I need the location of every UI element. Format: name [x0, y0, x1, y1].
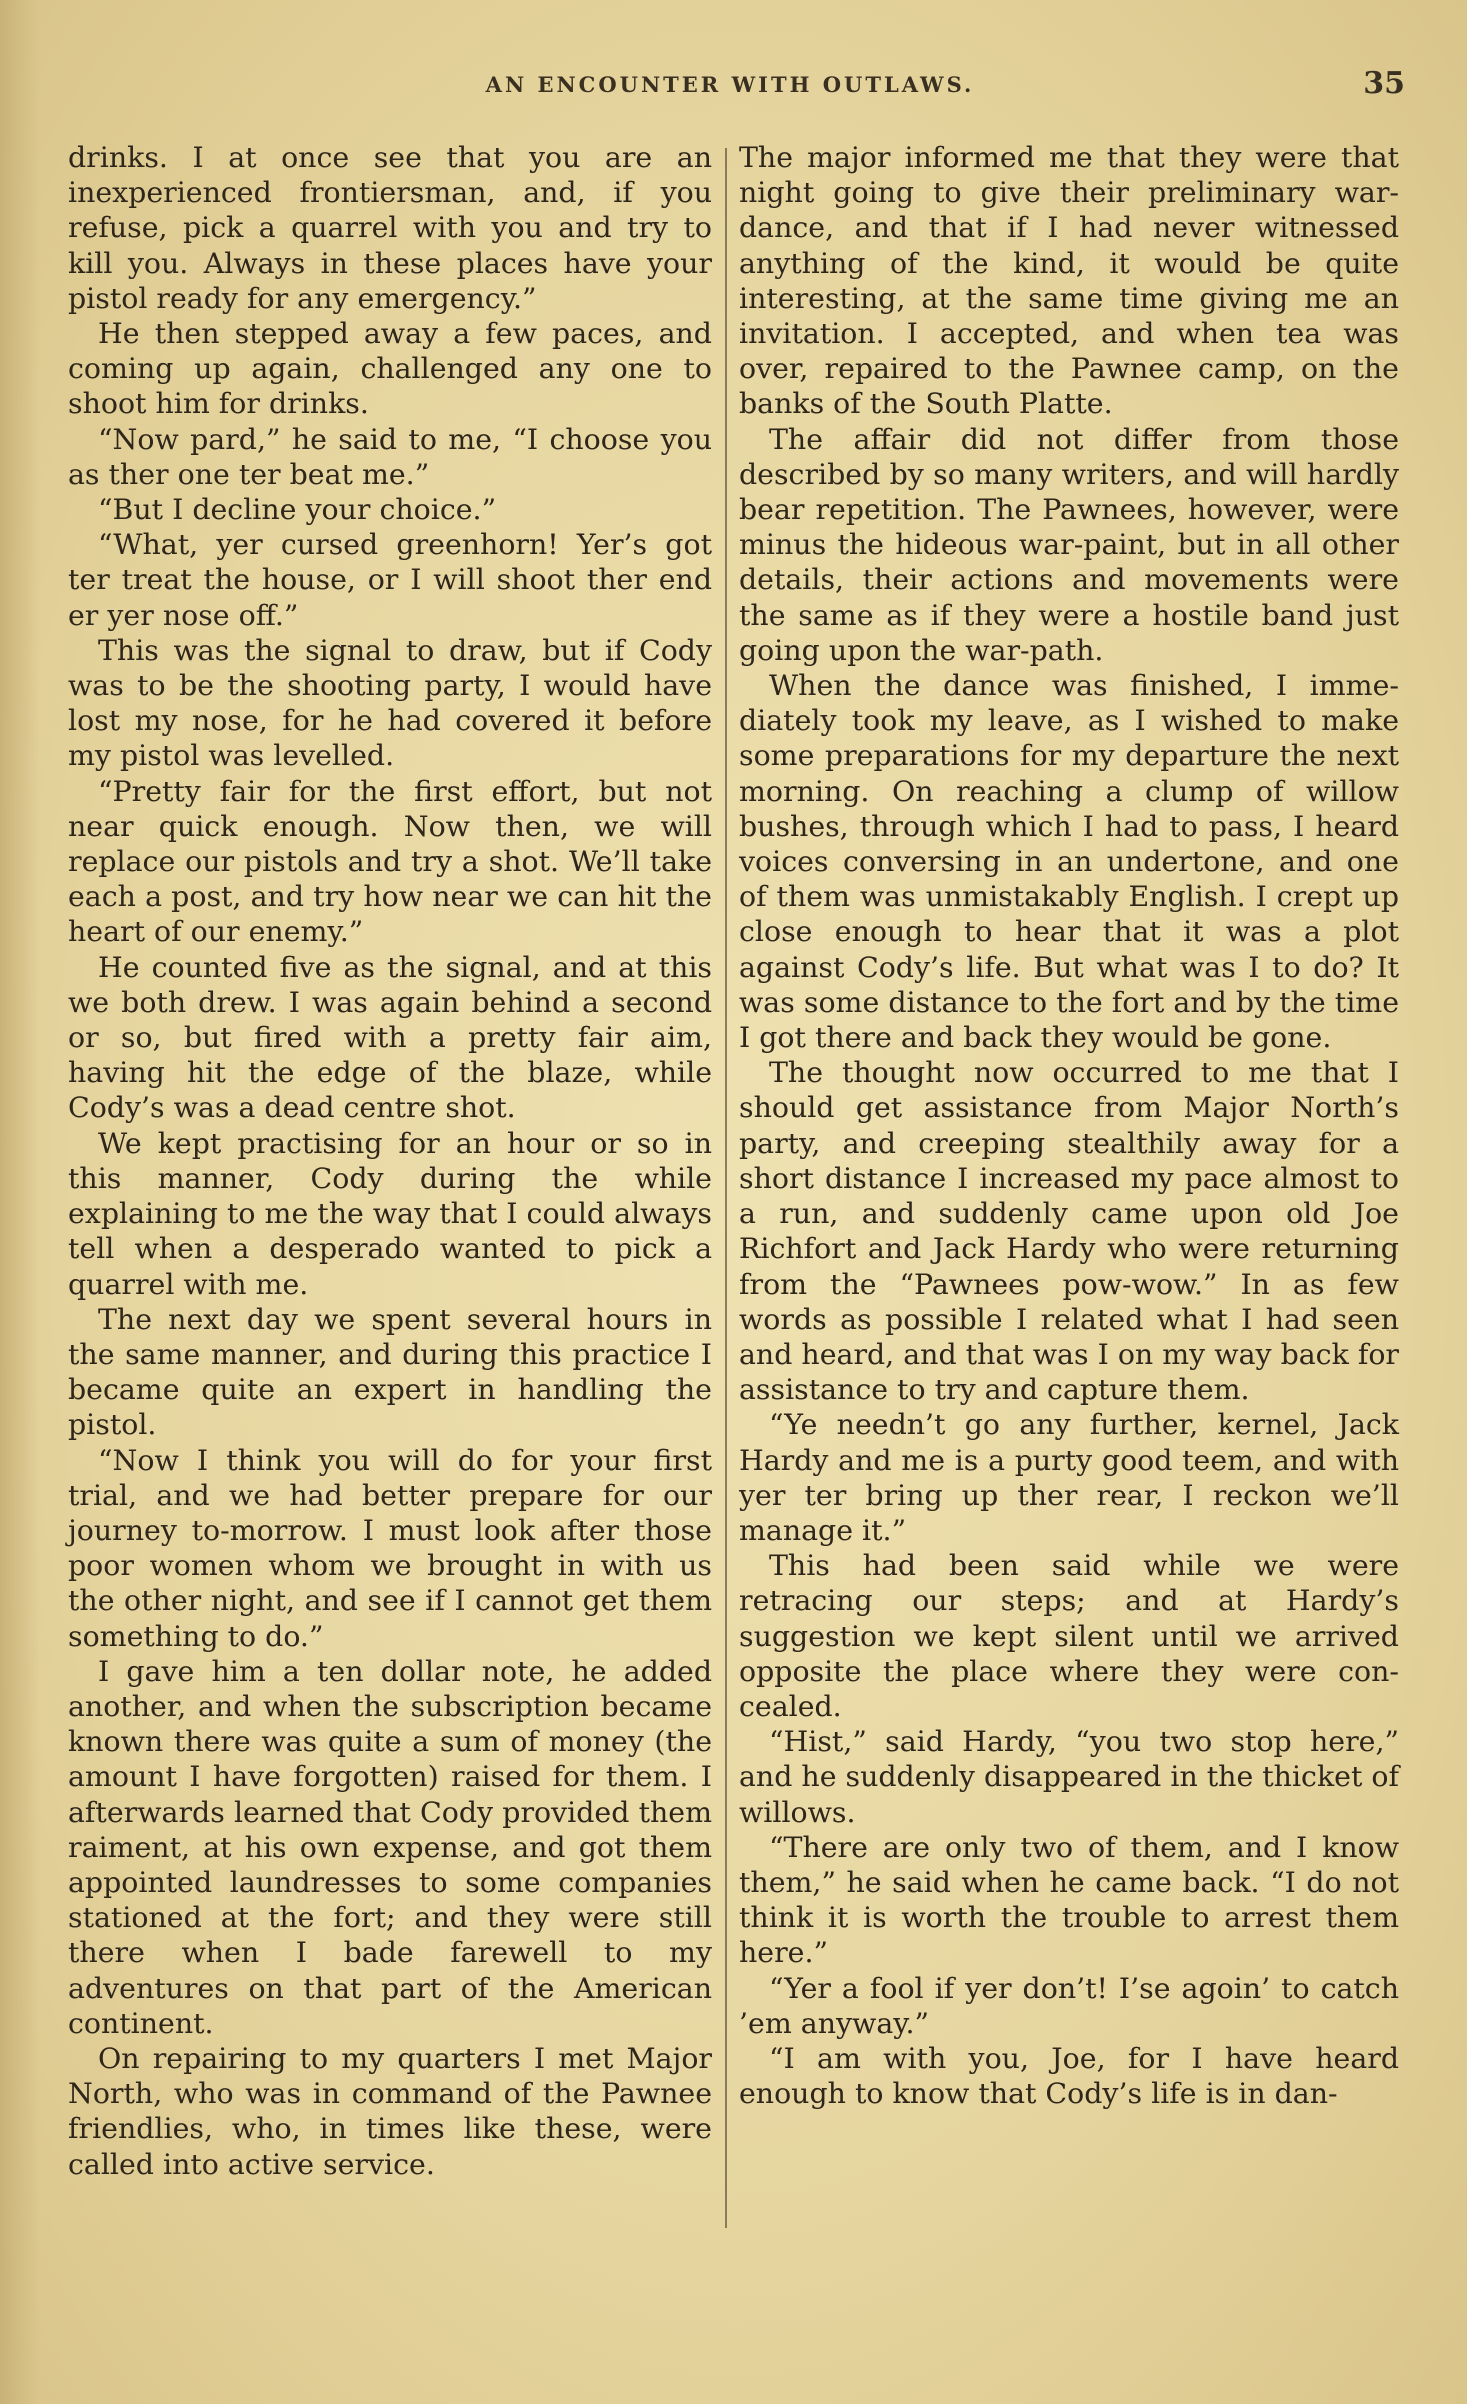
page-gutter-shadow — [0, 0, 40, 2404]
paragraph: He counted five as the signal, and at this we both drew. I was again behind a second or so, but fired with a pretty fair aim, having hit the edge of the blaze, while Cody’s was a dead centre shot. — [68, 950, 712, 1125]
paragraph: “Hist,” said Hardy, “you two stop here,” and he suddenly disappeared in the thicket of willows. — [739, 1725, 1399, 1829]
column-divider — [725, 148, 727, 2228]
paragraph: On repairing to my quarters I met Major North, who was in command of the Pawnee friendlies, who, in times like these, were called into active service. — [68, 2041, 712, 2181]
paragraph: The thought now occurred to me that I should get assistance from Major North’s party, and creeping stealthily away for a short distance I increased my pace almost to a run, and suddenly came upon old Joe Richfort and Jack Hardy who were returning from the “Pawnees pow-wow.” In as few words as possible I related what I had seen and heard, and that was I on my way back for assistance to try and capture them. — [739, 1056, 1399, 1407]
paragraph: “Now I think you will do for your first trial, and we had better prepare for our journey to-morrow. I must look after those poor women whom we brought in with us the other night, and see if I cannot get them something to do.” — [68, 1443, 712, 1653]
paragraph: “Yer a fool if yer don’t! I’se agoin’ to catch ’em anyway.” — [739, 1971, 1399, 2040]
left-column — [68, 140, 712, 2182]
paragraph: He then stepped away a few paces, and coming up again, challenged any one to shoot him for drinks. — [68, 317, 712, 421]
paragraph: The next day we spent several hours in the same manner, and during this practice I became quite an expert in handling the pistol. — [68, 1302, 712, 1442]
right-column — [739, 140, 1399, 2111]
paragraph: We kept practising for an hour or so in this manner, Cody during the while explaining to me the way that I could always tell when a desperado wanted to pick a quarrel with me. — [68, 1126, 712, 1301]
page-number: 35 — [1363, 66, 1405, 101]
paragraph: This had been said while we were retracing our steps; and at Hardy’s suggestion we kept silent until we arrived opposite the place where they were concealed. — [739, 1549, 1399, 1723]
paragraph: drinks. I at once see that you are an inexperienced frontiersman, and, if you refuse, pick a quarrel with you and try to kill you. Always in these places have your pistol ready for any emergency.” — [68, 141, 712, 315]
paragraph: “Now pard,” he said to me, “I choose you as ther one ter beat me.” — [68, 422, 712, 491]
paragraph: “But I decline your choice.” — [98, 493, 497, 527]
paragraph: I gave him a ten dollar note, he added another, and when the subscription became known there was quite a sum of money (the amount I have forgotten) raised for them. I afterwards learned that Cody provided them raiment, at his own expense, and got them appointed laundresses to some companies stationed at the fort; and they were still there when I bade farewell to my adventures on that part of the American continent. — [68, 1654, 712, 2040]
running-title: AN ENCOUNTER WITH OUTLAWS. — [485, 72, 975, 97]
paragraph: “There are only two of them, and I know them,” he said when he came back. “I do not think it is worth the trouble to arrest them here.” — [739, 1830, 1399, 1970]
paragraph: “Pretty fair for the first effort, but not near quick enough. Now then, we will replace our pistols and try a shot. We’ll take each a post, and try how near we can hit the heart of our enemy.” — [68, 774, 712, 949]
paragraph: “I am with you, Joe, for I have heard enough to know that Cody’s life is in dan- — [739, 2041, 1399, 2111]
paragraph: The major informed me that they were that night going to give their preliminary war-dance, and that if I had never witnessed anything of the kind, it would be quite interesting, at the same time giving me an invitation. I accepted, and when tea was over, repaired to the Pawnee camp, on the banks of the South Platte. — [739, 141, 1399, 421]
paragraph: “What, yer cursed greenhorn! Yer’s got ter treat the house, or I will shoot ther end er yer nose off.” — [68, 528, 712, 632]
paragraph: The affair did not differ from those described by so many writers, and will hardly bear repetition. The Pawnees, however, were minus the hideous war-paint, but in all other details, their actions and movements were the same as if they were a hostile band just going upon the war-path. — [739, 422, 1399, 667]
paragraph: “Ye needn’t go any further, kernel, Jack Hardy and me is a purty good teem, and with yer ter bring up ther rear, I reckon we’ll manage it.” — [739, 1408, 1399, 1547]
paragraph: When the dance was finished, I immediately took my leave, as I wished to make some preparations for my departure the next morning. On reaching a clump of willow bushes, through which I had to pass, I heard voices conversing in an undertone, and one of them was unmistakably English. I crept up close enough to hear that it was a plot against Cody’s life. But what was I to do? It was some distance to the fort and by the time I got there and back they would be gone. — [739, 669, 1399, 1055]
paragraph: This was the signal to draw, but if Cody was to be the shooting party, I would have lost my nose, for he had covered it before my pistol was levelled. — [68, 633, 712, 773]
